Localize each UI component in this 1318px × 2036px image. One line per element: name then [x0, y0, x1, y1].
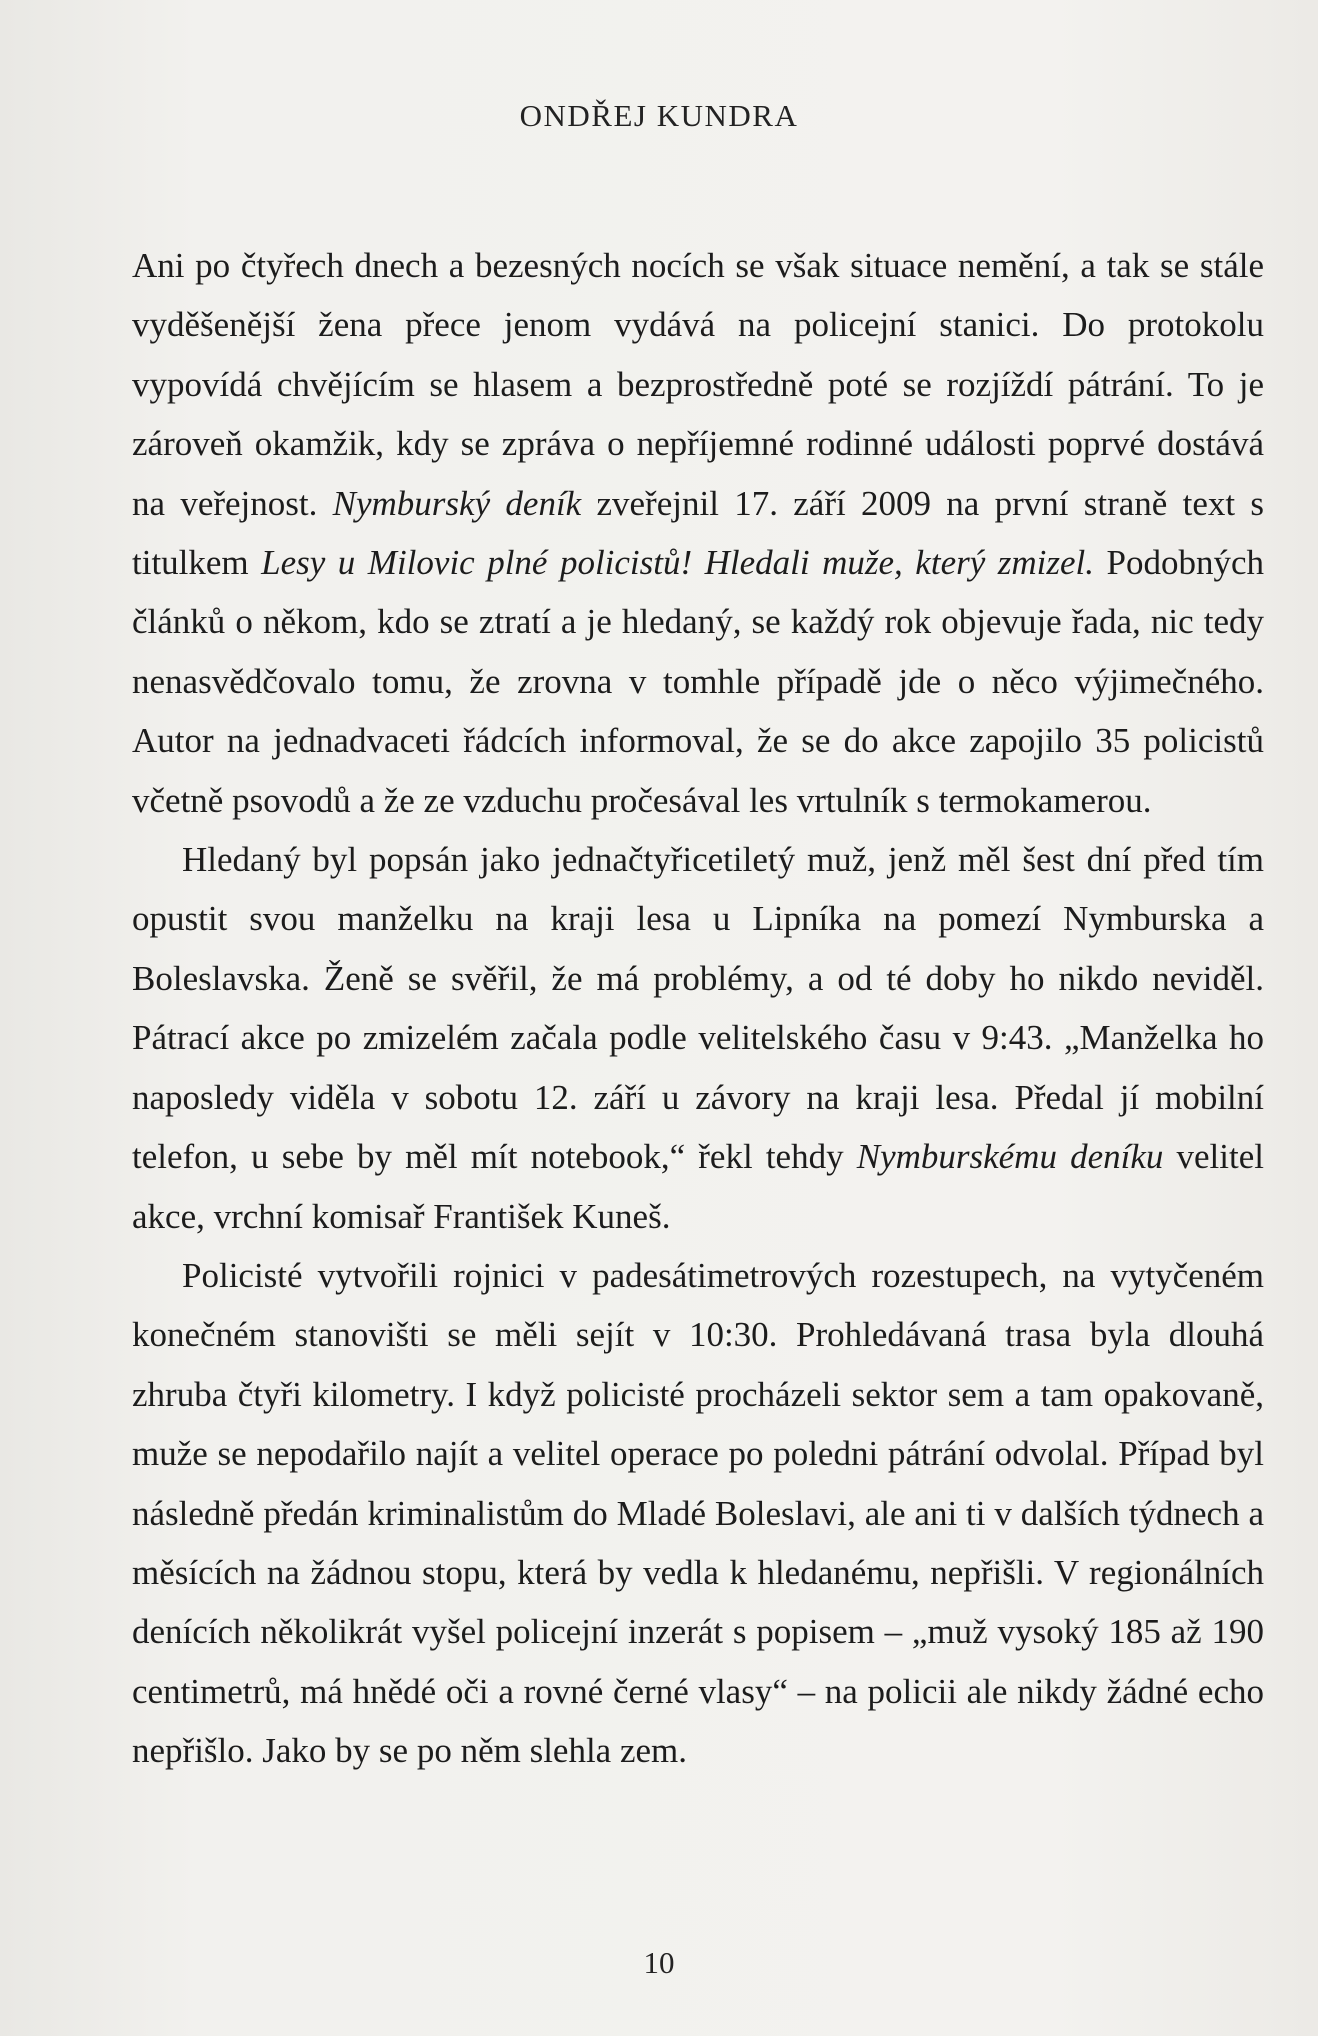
- italic-run: Nymburský deník: [332, 483, 582, 523]
- italic-run: Lesy u Milovic plné policistů! Hledali muže, který zmizel.: [261, 543, 1094, 583]
- running-head: ONDŘEJ KUNDRA: [519, 98, 799, 133]
- text-run: Hledaný byl popsán jako jednačtyřicetiletý muž, jenž měl šest dní před tím opustit svou manželku na kraji lesa u Lipníka na pomezí Nymburska a Boleslavska. Ženě se svěřil, že má problémy, a od té doby ho nikdo neviděl. Pátrací akce po zmizelém začala podle velitelského času v 9:43. „Manželka ho naposledy viděla v sobotu 12. září u závory na kraji lesa. Předal jí mobilní telefon, u sebe by měl mít notebook,“ řekl tehdy: [132, 840, 1264, 1177]
- text-run: Ani po čtyřech dnech a bezesných nocích se však situace nemění, a tak se stále vyděšenější žena přece jenom vydává na policejní stanici. Do protokolu vypovídá chvějícím se hlasem a bezprostředně poté se rozjíždí pátrání. To je zároveň okamžik, kdy se zpráva o nepříjemné rodinné události poprvé dostává na veřejnost.: [132, 246, 1264, 523]
- paragraph: [132, 236, 1264, 830]
- text-run: Policisté vytvořili rojnici v padesátimetrových rozestupech, na vytyčeném konečném stanovišti se měli sejít v 10:30. Prohledávaná trasa byla dlouhá zhruba čtyři kilometry. I když policisté procházeli sektor sem a tam opakovaně, muže se nepodařilo najít a velitel operace po poledni pátrání odvolal. Případ byl následně předán kriminalistům do Mladé Boleslavi, ale ani ti v dalších týdnech a měsících na žádnou stopu, která by vedla k hledanému, nepřišli. V regionálních denících několikrát vyšel policejní inzerát s popisem – „muž vysoký 185 až 190 centimetrů, má hnědé oči a rovné černé vlasy“ – na policii ale nikdy žádné echo nepřišlo. Jako by se po něm slehla zem.: [132, 1255, 1264, 1771]
- paragraph: [132, 1246, 1264, 1781]
- text-run: zveřejnil 17. září 2009 na první straně text s titulkem: [132, 483, 1264, 583]
- text-run: Podobných článků o někom, kdo se ztratí a je hledaný, se každý rok objevuje řada, nic tedy nenasvědčovalo tomu, že zrovna v tomhle případě jde o něco výjimečného. Autor na jednadvaceti řádcích informoval, že se do akce zapojilo 35 policistů včetně psovodů a že ze vzduchu pročesával les vrtulník s termokamerou.: [132, 543, 1264, 820]
- text-run: velitel akce, vrchní komisař František Kuneš.: [132, 1137, 1264, 1236]
- body-text: [132, 236, 1264, 1781]
- paragraph: [132, 830, 1264, 1246]
- page-number: 10: [643, 1945, 675, 1980]
- italic-run: Nymburskému deníku: [856, 1137, 1164, 1177]
